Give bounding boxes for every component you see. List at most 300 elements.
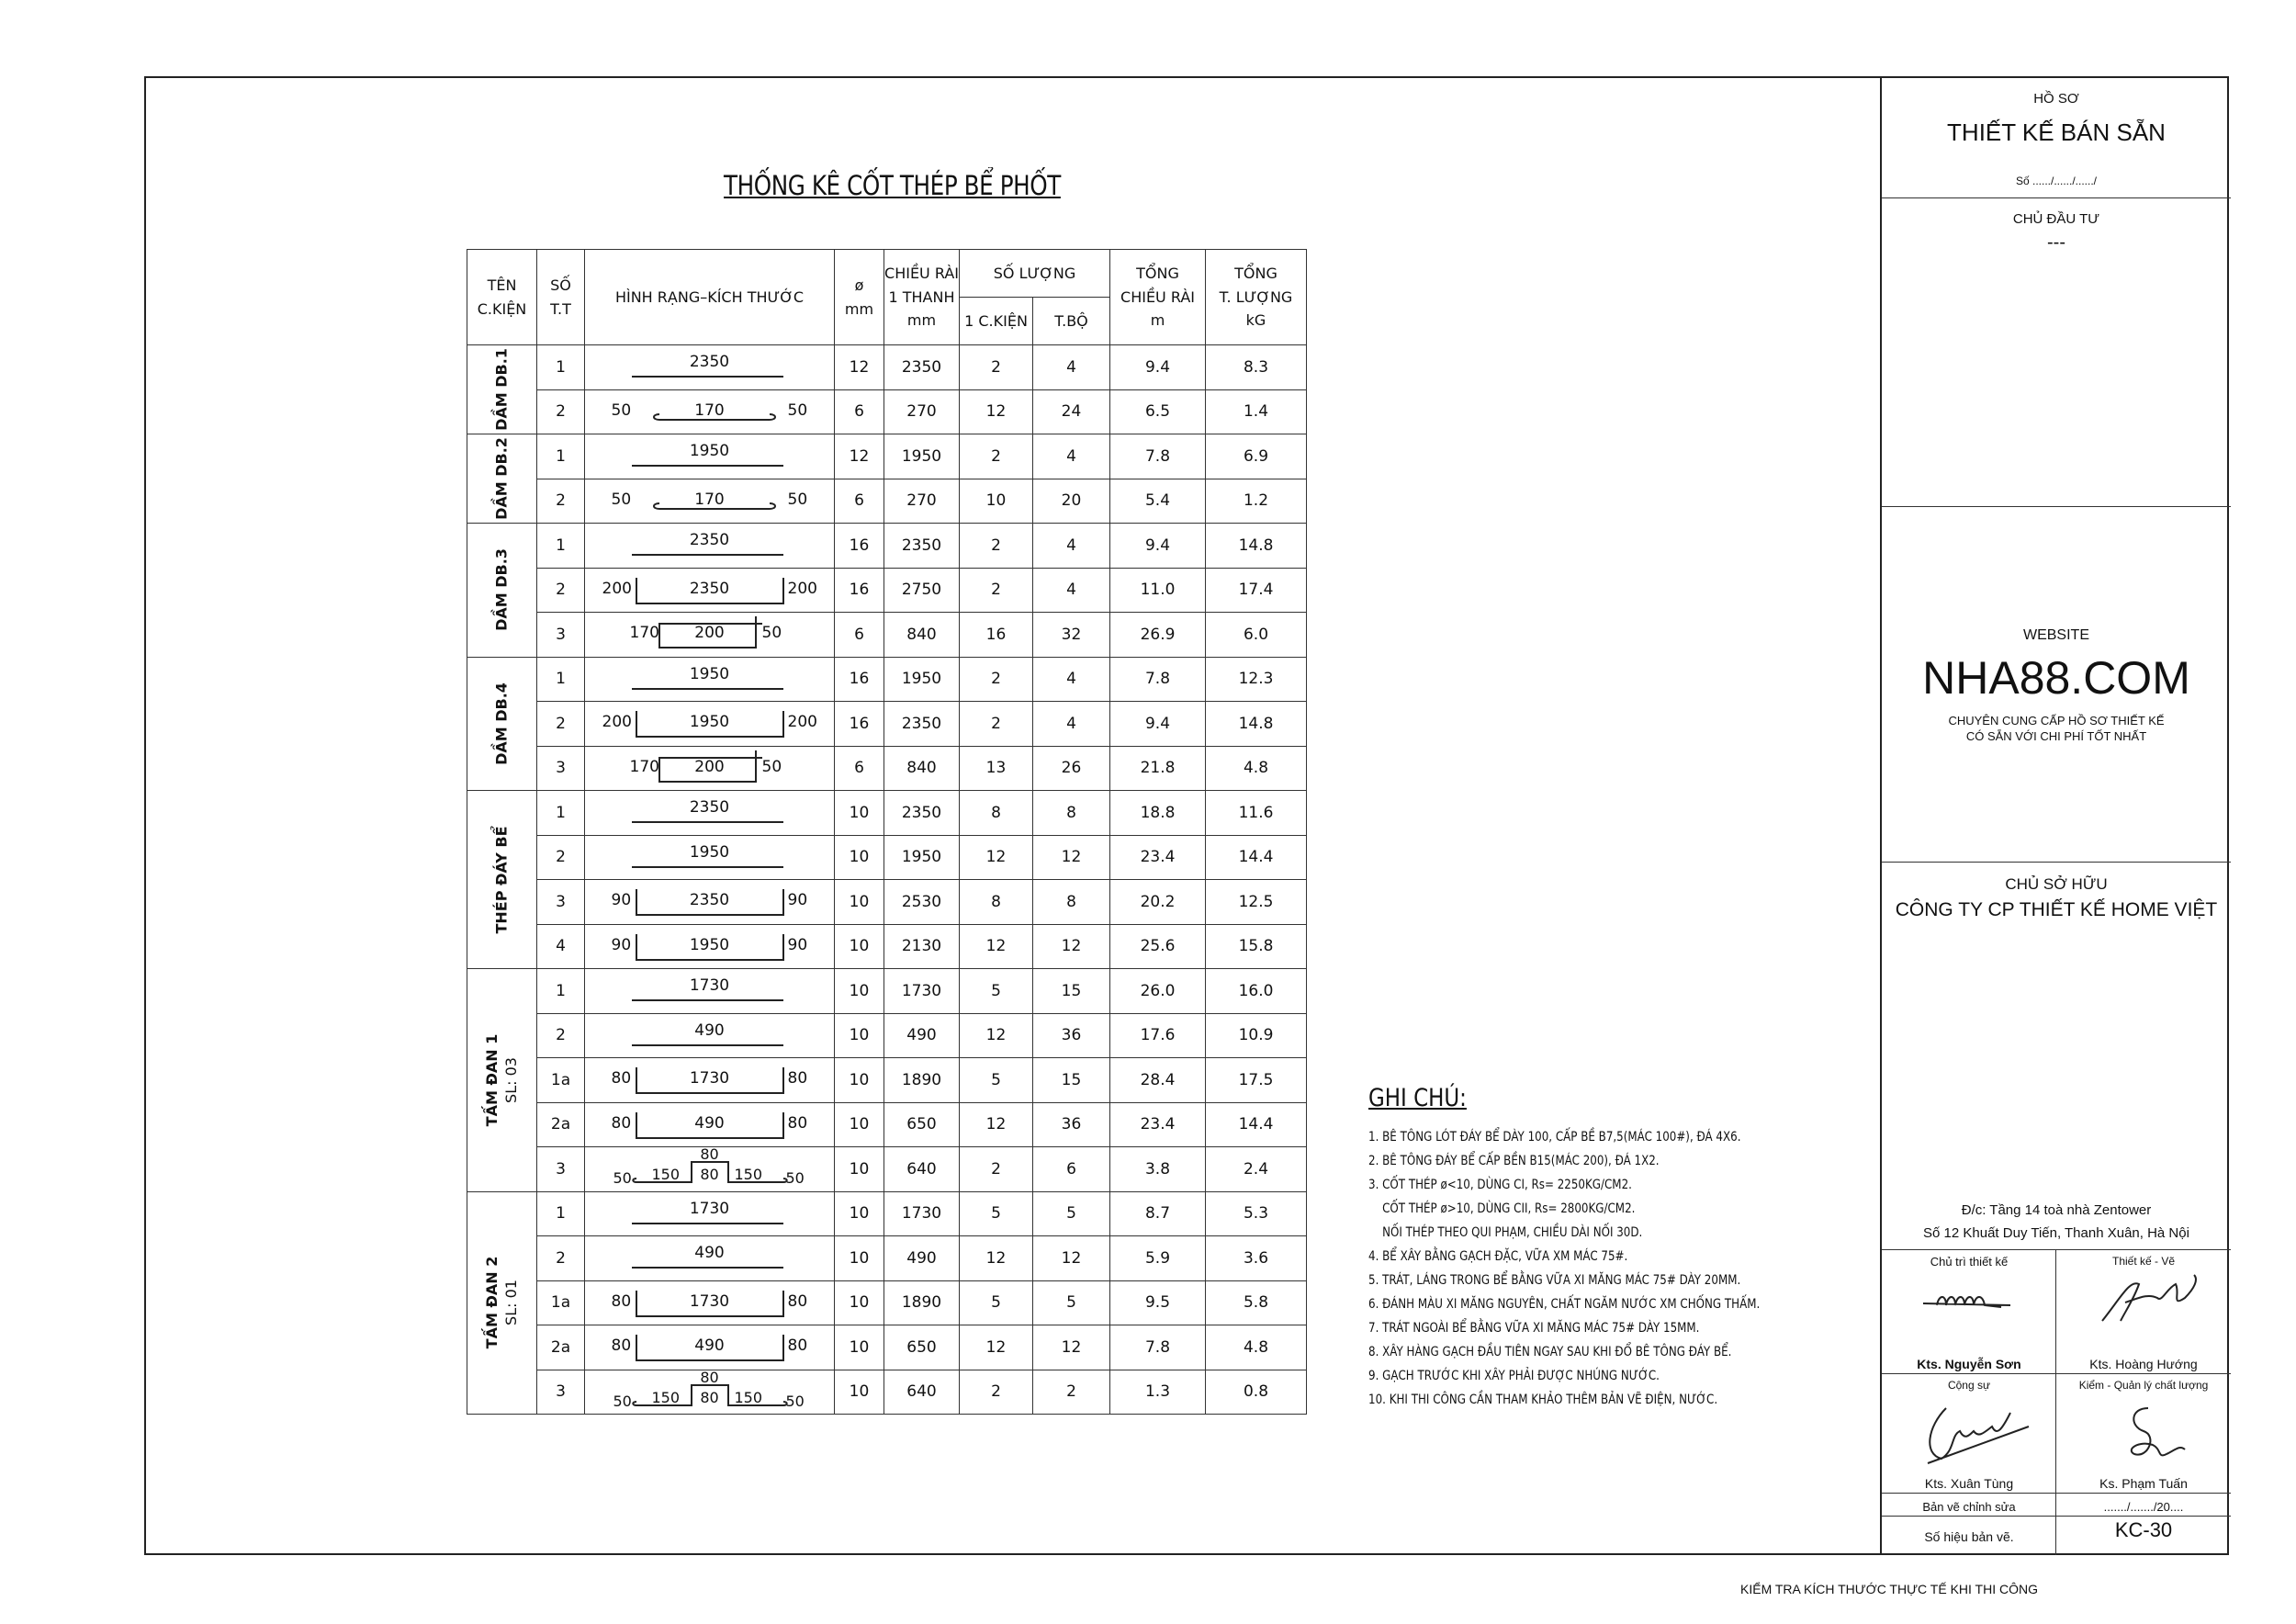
col-chieu-rai: CHIỀU RÀI 1 THANH mm [884, 250, 960, 345]
cell-qty-total: 24 [1033, 389, 1110, 434]
bar-shape [586, 791, 834, 834]
cell-total-weight: 10.9 [1206, 1013, 1307, 1058]
cell-total-weight: 4.8 [1206, 1325, 1307, 1370]
group-name-cell [467, 434, 537, 524]
cell-length: 2350 [884, 524, 960, 569]
dim-hook-right: 50 [787, 490, 808, 509]
owner-value: --- [2047, 232, 2065, 253]
cell-qty-member: 12 [960, 1013, 1033, 1058]
group-name [483, 1257, 522, 1349]
cell-diameter: 10 [835, 1102, 884, 1147]
cell-tt: 1a [537, 1058, 585, 1103]
name-xuan-tung: Kts. Xuân Tùng [1924, 1476, 2014, 1491]
group-label: THÉP ĐÁY BỂ [492, 825, 511, 934]
cell-shape [585, 1147, 835, 1192]
dim-hat-end-left: 50 [613, 1169, 632, 1188]
group-name [492, 548, 512, 631]
dim-hat-end-right: 50 [785, 1392, 805, 1410]
dim-hook-left: 50 [611, 490, 632, 509]
group-label: DẦM DB.1 [492, 348, 511, 431]
cell-qty-total: 8 [1033, 880, 1110, 925]
cell-total-length: 26.9 [1110, 613, 1206, 658]
role-kiem: Kiểm - Quản lý chất lượng [2078, 1379, 2209, 1392]
cell-qty-member: 12 [960, 835, 1033, 880]
dim-hook-left: 50 [611, 400, 632, 420]
signature-nguyen-son [1919, 1287, 2029, 1324]
group-name [492, 682, 512, 765]
bar-shape [586, 1281, 834, 1325]
cell-qty-total: 4 [1033, 568, 1110, 613]
table-row [467, 568, 1307, 613]
cell-diameter: 10 [835, 924, 884, 969]
cell-total-weight: 14.8 [1206, 524, 1307, 569]
table-row [467, 1013, 1307, 1058]
cell-tt: 1 [537, 969, 585, 1014]
cell-diameter: 16 [835, 702, 884, 747]
cell-tt: 1a [537, 1280, 585, 1325]
cell-qty-total: 5 [1033, 1191, 1110, 1236]
dim-length: 1730 [689, 1069, 730, 1088]
dim-hat-end-right: 50 [785, 1169, 805, 1188]
cell-diameter: 12 [835, 345, 884, 390]
dim-leg-left: 90 [611, 935, 632, 954]
cell-qty-total: 12 [1033, 924, 1110, 969]
dim-length: 170 [694, 490, 725, 509]
cell-total-length: 25.6 [1110, 924, 1206, 969]
dim-length: 1730 [689, 1291, 730, 1311]
cell-shape [585, 568, 835, 613]
website-name: NHA88.COM [1922, 652, 2190, 704]
slogan-line2: CÓ SẴN VỚI CHI PHÍ TỐT NHẤT [1965, 729, 2147, 743]
dim-stirrup-h: 170 [629, 624, 659, 643]
dim-hat-mid: 80 [700, 1166, 719, 1184]
table-row [467, 479, 1307, 524]
cell-total-length: 5.4 [1110, 479, 1206, 524]
cell-shape [585, 479, 835, 524]
cell-total-weight: 12.3 [1206, 657, 1307, 702]
cell-qty-total: 4 [1033, 702, 1110, 747]
table-row [467, 880, 1307, 925]
group-label: DẦM DB.4 [492, 682, 511, 765]
cell-tt: 2 [537, 389, 585, 434]
cell-length: 1950 [884, 434, 960, 479]
cell-length: 640 [884, 1370, 960, 1415]
table-row [467, 1370, 1307, 1415]
table-row [467, 1191, 1307, 1236]
cell-shape [585, 434, 835, 479]
cell-total-length: 26.0 [1110, 969, 1206, 1014]
cell-shape [585, 924, 835, 969]
group-name [492, 826, 512, 933]
cell-total-length: 20.2 [1110, 880, 1206, 925]
dim-hat-right: 150 [734, 1166, 763, 1184]
company-name: CÔNG TY CP THIẾT KẾ HOME VIỆT [1895, 899, 2218, 920]
dim-length: 170 [694, 400, 725, 420]
cell-diameter: 16 [835, 657, 884, 702]
cell-total-weight: 17.5 [1206, 1058, 1307, 1103]
cell-shape [585, 1280, 835, 1325]
cell-total-weight: 5.8 [1206, 1280, 1307, 1325]
cell-tt: 4 [537, 924, 585, 969]
dim-length: 2350 [689, 531, 730, 550]
group-label: TẤM ĐAN 1 [482, 1033, 501, 1127]
cell-diameter: 6 [835, 479, 884, 524]
cell-diameter: 10 [835, 1280, 884, 1325]
group-label: TẤM ĐAN 2 [482, 1256, 501, 1349]
cell-length: 1730 [884, 969, 960, 1014]
cell-qty-total: 4 [1033, 434, 1110, 479]
cell-qty-member: 2 [960, 702, 1033, 747]
cell-total-weight: 3.6 [1206, 1236, 1307, 1281]
title-block [1880, 76, 2231, 1555]
cell-total-length: 6.5 [1110, 389, 1206, 434]
cell-shape [585, 880, 835, 925]
cell-tt: 1 [537, 524, 585, 569]
cell-total-weight: 1.2 [1206, 479, 1307, 524]
bar-shape [586, 613, 834, 656]
cell-total-length: 23.4 [1110, 1102, 1206, 1147]
table-row [467, 434, 1307, 479]
cell-shape [585, 791, 835, 836]
cell-total-length: 9.4 [1110, 524, 1206, 569]
address-line1: Đ/c: Tầng 14 toà nhà Zentower [1961, 1202, 2152, 1218]
cell-diameter: 6 [835, 746, 884, 791]
cell-total-weight: 14.8 [1206, 702, 1307, 747]
dim-leg-right: 200 [787, 579, 817, 598]
col-hinh: HÌNH RẠNG–KÍCH THƯỚC [585, 250, 835, 345]
cell-shape [585, 657, 835, 702]
table-row [467, 702, 1307, 747]
table-row [467, 1236, 1307, 1281]
cell-total-weight: 6.0 [1206, 613, 1307, 658]
cell-shape [585, 969, 835, 1014]
group-name-cell [467, 345, 537, 434]
cell-tt: 2 [537, 1013, 585, 1058]
cell-tt: 2a [537, 1102, 585, 1147]
cell-qty-total: 15 [1033, 969, 1110, 1014]
note-item: 3. CỐT THÉP ø<10, DÙNG CI, Rs= 2250KG/CM2. [1368, 1178, 1632, 1192]
cell-qty-total: 12 [1033, 1325, 1110, 1370]
dim-hat-left: 150 [651, 1388, 681, 1406]
cell-total-weight: 11.6 [1206, 791, 1307, 836]
cell-shape [585, 1013, 835, 1058]
group-name-cell [467, 657, 537, 791]
dim-length: 1950 [689, 713, 730, 732]
cell-diameter: 10 [835, 1325, 884, 1370]
cell-total-weight: 14.4 [1206, 835, 1307, 880]
note-item: 9. GẠCH TRƯỚC KHI XÂY PHẢI ĐƯỢC NHÚNG NƯỚC. [1368, 1369, 1660, 1383]
cell-qty-total: 6 [1033, 1147, 1110, 1192]
drawing-no-label: Số hiệu bản vẽ. [1924, 1529, 2014, 1544]
group-name-cell [467, 1191, 537, 1415]
col-tong-luong: TỔNG T. LƯỢNG kG [1206, 250, 1307, 345]
cell-shape [585, 1058, 835, 1103]
cell-tt: 2 [537, 702, 585, 747]
group-quantity: SL: 03 [501, 1056, 520, 1103]
bar-shape [586, 1370, 834, 1414]
dim-length: 2350 [689, 353, 730, 372]
cell-tt: 2 [537, 568, 585, 613]
cell-tt: 1 [537, 345, 585, 390]
group-name [492, 437, 512, 520]
cell-qty-total: 36 [1033, 1102, 1110, 1147]
group-name-cell [467, 969, 537, 1192]
cell-tt: 1 [537, 434, 585, 479]
dim-length: 490 [694, 1336, 725, 1356]
table-row [467, 1280, 1307, 1325]
dim-leg-right: 90 [787, 891, 808, 910]
cell-qty-total: 2 [1033, 1370, 1110, 1415]
revision-date: ......./......./20.... [2103, 1500, 2184, 1514]
cell-qty-member: 2 [960, 345, 1033, 390]
cell-total-length: 11.0 [1110, 568, 1206, 613]
bar-shape [586, 390, 834, 434]
dim-leg-left: 200 [602, 579, 632, 598]
cell-length: 2750 [884, 568, 960, 613]
cell-total-weight: 17.4 [1206, 568, 1307, 613]
bar-shape [586, 880, 834, 923]
name-hoang-huong: Kts. Hoàng Hướng [2089, 1357, 2198, 1371]
cell-qty-member: 10 [960, 479, 1033, 524]
cell-qty-member: 12 [960, 389, 1033, 434]
cell-shape [585, 613, 835, 658]
cell-tt: 2 [537, 835, 585, 880]
table-row [467, 1058, 1307, 1103]
cell-length: 2130 [884, 924, 960, 969]
cell-total-length: 17.6 [1110, 1013, 1206, 1058]
drawing-code: KC-30 [2114, 1518, 2173, 1541]
cell-qty-total: 12 [1033, 835, 1110, 880]
cell-length: 270 [884, 479, 960, 524]
cell-tt: 3 [537, 746, 585, 791]
role-thiet-ke: Thiết kế - Vẽ [2111, 1255, 2176, 1268]
cell-qty-member: 8 [960, 791, 1033, 836]
cell-length: 1950 [884, 835, 960, 880]
cell-length: 840 [884, 613, 960, 658]
role-chu-tri: Chủ trì thiết kế [1930, 1255, 2009, 1269]
cell-diameter: 6 [835, 613, 884, 658]
cell-qty-member: 5 [960, 1191, 1033, 1236]
group-name [492, 348, 512, 431]
cell-tt: 2 [537, 479, 585, 524]
cell-diameter: 10 [835, 835, 884, 880]
cell-length: 650 [884, 1102, 960, 1147]
bar-shape [586, 524, 834, 567]
table-row [467, 1102, 1307, 1147]
dim-stirrup-w: 200 [694, 624, 725, 643]
cell-diameter: 10 [835, 880, 884, 925]
chu-so-huu-label: CHỦ SỞ HỮU [2005, 875, 2108, 893]
group-label: DẦM DB.2 [492, 437, 511, 520]
bar-shape [586, 1014, 834, 1057]
cell-length: 2350 [884, 345, 960, 390]
cell-diameter: 12 [835, 434, 884, 479]
cell-qty-member: 12 [960, 1325, 1033, 1370]
cell-qty-total: 26 [1033, 746, 1110, 791]
cell-shape [585, 746, 835, 791]
note-item: 10. KHI THI CÔNG CẦN THAM KHẢO THÊM BẢN VẼ ĐIỆN, NƯỚC. [1368, 1393, 1718, 1407]
signature-hoang-huong [2093, 1270, 2203, 1335]
footer-note: KIỂM TRA KÍCH THƯỚC THỰC TẾ KHI THI CÔNG [1740, 1582, 2038, 1596]
bar-shape [586, 345, 834, 389]
cell-length: 270 [884, 389, 960, 434]
dim-length: 490 [694, 1021, 725, 1040]
note-item: NỐI THÉP THEO QUI PHẠM, CHIỀU DÀI NỐI 30D. [1368, 1225, 1643, 1240]
table-row [467, 1325, 1307, 1370]
cell-qty-member: 12 [960, 1102, 1033, 1147]
bar-shape [586, 1147, 834, 1190]
cell-shape [585, 1102, 835, 1147]
cell-total-weight: 8.3 [1206, 345, 1307, 390]
dim-leg-right: 80 [787, 1291, 808, 1311]
name-nguyen-son: Kts. Nguyễn Sơn [1917, 1357, 2021, 1371]
bar-shape [586, 702, 834, 745]
role-cong-su: Cộng sự [1947, 1379, 1991, 1392]
cell-diameter: 10 [835, 1191, 884, 1236]
cell-total-length: 18.8 [1110, 791, 1206, 836]
cell-tt: 3 [537, 613, 585, 658]
cell-total-length: 9.5 [1110, 1280, 1206, 1325]
cell-diameter: 10 [835, 1013, 884, 1058]
table-row [467, 657, 1307, 702]
dim-leg-left: 80 [611, 1336, 632, 1356]
dim-stirrup-hook: 50 [761, 757, 782, 776]
dim-hat-right: 150 [734, 1388, 763, 1406]
cell-length: 840 [884, 746, 960, 791]
dim-hat-height: 80 [700, 1368, 719, 1386]
table-row [467, 1147, 1307, 1192]
cell-qty-member: 5 [960, 969, 1033, 1014]
dim-leg-right: 80 [787, 1069, 808, 1088]
name-pham-tuan: Ks. Phạm Tuấn [2099, 1476, 2188, 1491]
cell-length: 2350 [884, 791, 960, 836]
table-row [467, 746, 1307, 791]
cell-total-weight: 0.8 [1206, 1370, 1307, 1415]
cell-qty-member: 5 [960, 1280, 1033, 1325]
cell-qty-total: 36 [1033, 1013, 1110, 1058]
cell-total-length: 5.9 [1110, 1236, 1206, 1281]
cell-shape [585, 835, 835, 880]
slogan-line1: CHUYÊN CUNG CẤP HỒ SƠ THIẾT KẾ [1948, 714, 2165, 727]
cell-qty-member: 2 [960, 568, 1033, 613]
note-item: 8. XÂY HÀNG GẠCH ĐẦU TIÊN NGAY SAU KHI ĐỔ BÊ TÔNG ĐÁY BỂ. [1368, 1345, 1732, 1359]
dim-leg-right: 80 [787, 1336, 808, 1356]
col-phi: ø mm [835, 250, 884, 345]
dim-length: 2350 [689, 891, 730, 910]
cell-total-length: 28.4 [1110, 1058, 1206, 1103]
cell-diameter: 10 [835, 791, 884, 836]
cell-tt: 3 [537, 880, 585, 925]
cell-shape [585, 1370, 835, 1415]
col-so-luong: SỐ LƯỢNG [960, 250, 1110, 298]
website-label: WEBSITE [2022, 627, 2089, 643]
col-ten: TÊN C.KIỆN [467, 250, 537, 345]
bar-shape [586, 658, 834, 701]
dim-length: 2350 [689, 798, 730, 818]
cell-qty-total: 4 [1033, 657, 1110, 702]
dim-leg-left: 200 [602, 713, 632, 732]
table-row [467, 791, 1307, 836]
dim-stirrup-hook: 50 [761, 624, 782, 643]
cell-qty-member: 2 [960, 434, 1033, 479]
project-type: THIẾT KẾ BÁN SẴN [1947, 118, 2166, 146]
cell-diameter: 16 [835, 568, 884, 613]
cell-diameter: 10 [835, 1058, 884, 1103]
bar-shape [586, 434, 834, 478]
revision-label: Bản vẽ chỉnh sửa [1922, 1500, 2016, 1514]
group-name [483, 1033, 522, 1126]
cell-diameter: 6 [835, 389, 884, 434]
cell-tt: 2 [537, 1236, 585, 1281]
cell-length: 1730 [884, 1191, 960, 1236]
dim-leg-right: 200 [787, 713, 817, 732]
note-item: 5. TRÁT, LÁNG TRONG BỂ BẰNG VỮA XI MĂNG MÁC 75# DÀY 20MM. [1368, 1273, 1741, 1288]
bar-shape [586, 1103, 834, 1146]
cell-total-weight: 15.8 [1206, 924, 1307, 969]
bar-shape [586, 747, 834, 790]
cell-shape [585, 524, 835, 569]
table-body [467, 345, 1307, 1415]
cell-shape [585, 1325, 835, 1370]
cell-tt: 2a [537, 1325, 585, 1370]
bar-shape [586, 1058, 834, 1101]
cell-length: 2350 [884, 702, 960, 747]
dim-length: 1950 [689, 935, 730, 954]
col-so-tt: SỐ T.T [537, 250, 585, 345]
cell-qty-member: 16 [960, 613, 1033, 658]
bar-shape [586, 569, 834, 612]
dim-hat-mid: 80 [700, 1388, 719, 1406]
cell-length: 490 [884, 1236, 960, 1281]
cell-total-weight: 6.9 [1206, 434, 1307, 479]
group-name-cell [467, 524, 537, 658]
cell-total-length: 9.4 [1110, 345, 1206, 390]
note-item: 2. BÊ TÔNG ĐÁY BỂ CẤP BỀN B15(MÁC 200), ĐÁ 1X2. [1368, 1154, 1660, 1168]
address-line2: Số 12 Khuất Duy Tiến, Thanh Xuân, Hà Nội [1923, 1225, 2189, 1241]
cell-tt: 1 [537, 791, 585, 836]
bar-shape [586, 1192, 834, 1235]
cell-shape [585, 702, 835, 747]
dim-length: 2350 [689, 579, 730, 598]
cell-diameter: 10 [835, 969, 884, 1014]
notes [1368, 1084, 1846, 1412]
dim-hook-right: 50 [787, 400, 808, 420]
cell-tt: 1 [537, 657, 585, 702]
cell-length: 640 [884, 1147, 960, 1192]
cell-qty-total: 5 [1033, 1280, 1110, 1325]
sheet-title: THỐNG KÊ CỐT THÉP BỂ PHỐT [724, 170, 1061, 201]
cell-diameter: 10 [835, 1370, 884, 1415]
cell-total-length: 21.8 [1110, 746, 1206, 791]
cell-total-weight: 5.3 [1206, 1191, 1307, 1236]
cell-total-weight: 12.5 [1206, 880, 1307, 925]
cell-length: 1890 [884, 1058, 960, 1103]
dim-length: 490 [694, 1113, 725, 1133]
table-row [467, 835, 1307, 880]
owner-label: CHỦ ĐẦU TƯ [2012, 211, 2100, 227]
dim-stirrup-w: 200 [694, 757, 725, 776]
cell-tt: 3 [537, 1147, 585, 1192]
signature-xuan-tung [1909, 1399, 2038, 1472]
table-row [467, 969, 1307, 1014]
cell-shape [585, 389, 835, 434]
col-tong-chieu-rai: TỔNG CHIỀU RÀI m [1110, 250, 1206, 345]
cell-length: 650 [884, 1325, 960, 1370]
cell-total-weight: 4.8 [1206, 746, 1307, 791]
cell-total-weight: 1.4 [1206, 389, 1307, 434]
cell-length: 490 [884, 1013, 960, 1058]
note-item: CỐT THÉP ø>10, DÙNG CII, Rs= 2800KG/CM2. [1368, 1201, 1636, 1216]
